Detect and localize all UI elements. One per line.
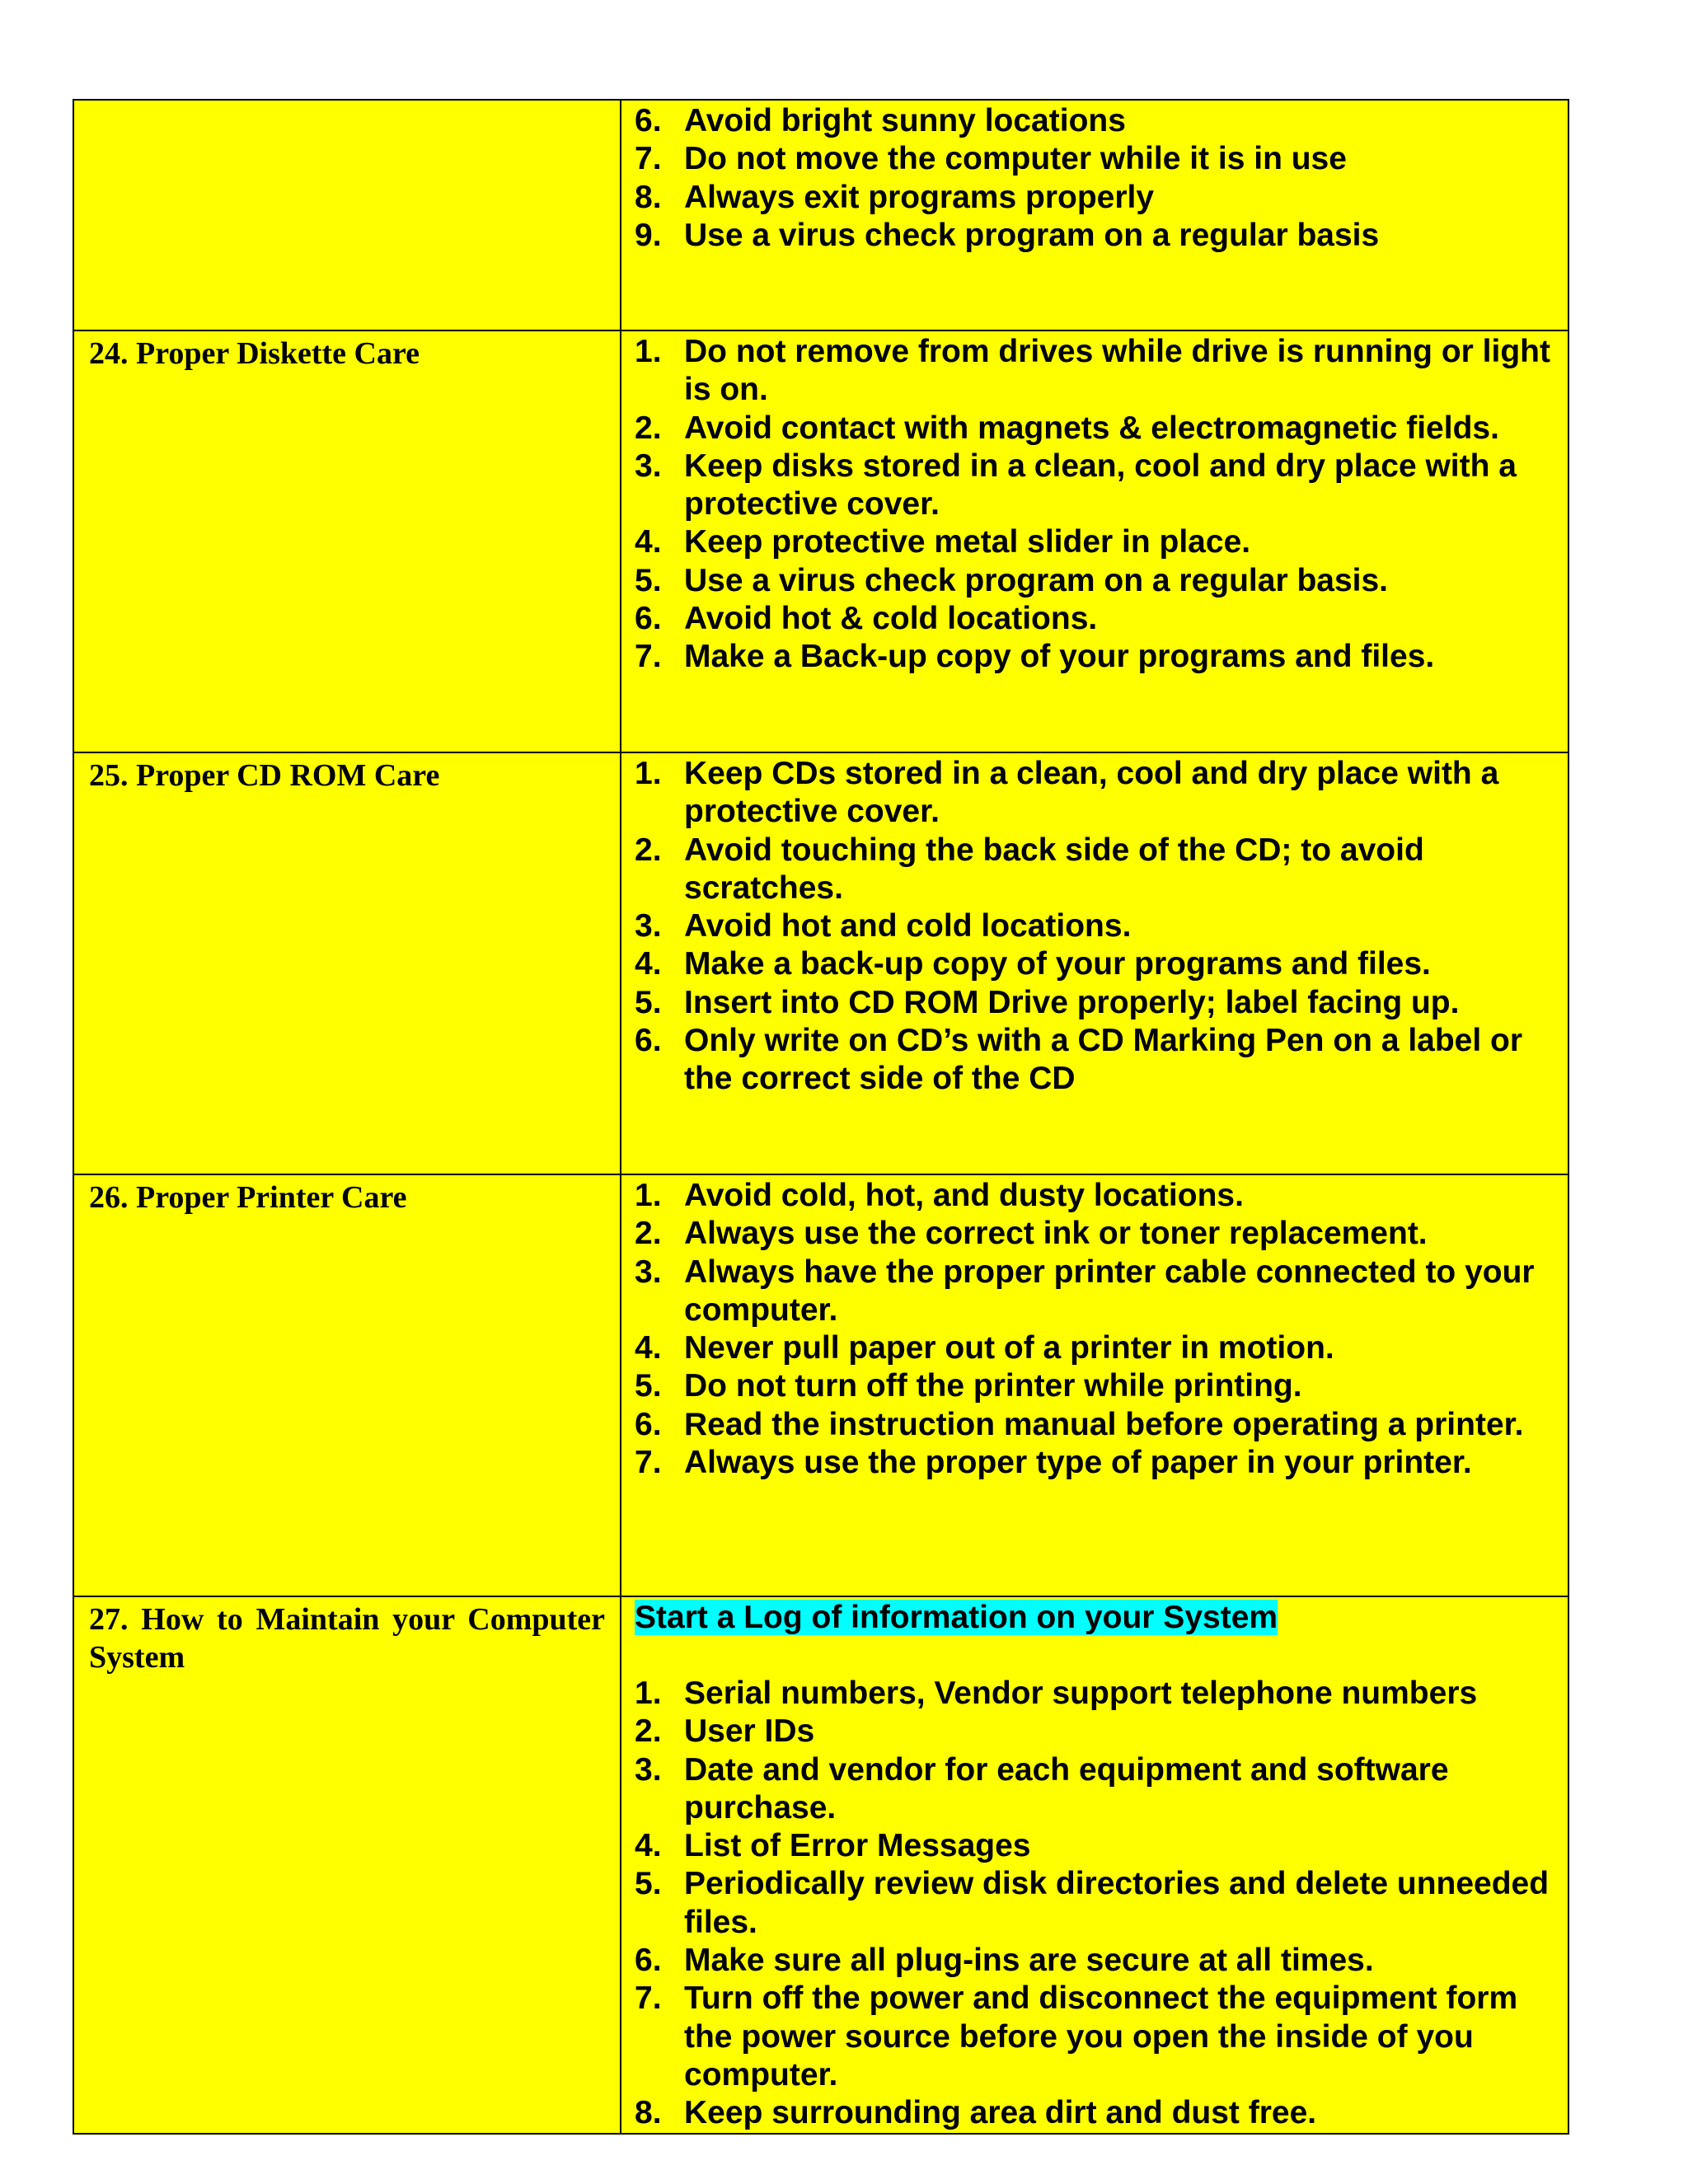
topic-title: 25. Proper CD ROM Care — [89, 758, 440, 793]
list-item: 8. Keep surrounding area dirt and dust free. — [635, 2095, 1317, 2131]
numbered-list — [621, 753, 1568, 1099]
list-item: 1. Avoid cold, hot, and dusty locations. — [635, 1178, 1244, 1213]
topic-cell — [73, 752, 621, 1174]
items-cell — [621, 100, 1568, 330]
topic-title: 27. How to Maintain your Computer System — [89, 1602, 605, 1675]
list-item: 3. Avoid hot and cold locations. — [635, 908, 1132, 944]
table-row — [73, 1174, 1568, 1596]
list-item: 6. Avoid bright sunny locations — [635, 103, 1126, 138]
topic-title: 26. Proper Printer Care — [89, 1180, 407, 1215]
numbered-list — [621, 331, 1568, 677]
topic-cell — [73, 100, 621, 330]
table-row — [73, 100, 1568, 330]
list-item: 2. Always use the correct ink or toner replacement. — [635, 1216, 1428, 1252]
list-item: 7. Do not move the computer while it is in use — [635, 141, 1347, 177]
list-item: 9. Use a virus check program on a regular basis — [635, 217, 1380, 253]
list-item: 5. Do not turn off the printer while printing. — [635, 1368, 1302, 1404]
list-item: 7. Always use the proper type of paper in your printer. — [635, 1445, 1472, 1481]
care-table — [73, 99, 1569, 2135]
list-item: 7. Turn off the power and disconnect the equipment form the power source before you open the inside of you computer. — [635, 1980, 1518, 2093]
items-cell — [621, 1596, 1568, 2134]
log-heading-wrap — [621, 1597, 1568, 1637]
items-cell — [621, 1174, 1568, 1596]
table-row — [73, 752, 1568, 1174]
list-item: 3. Keep disks stored in a clean, cool and dry place with a protective cover. — [635, 448, 1517, 523]
list-item: 5. Use a virus check program on a regular basis. — [635, 562, 1389, 598]
list-item: 1. Keep CDs stored in a clean, cool and dry place with a protective cover. — [635, 756, 1499, 830]
topic-cell — [73, 1596, 621, 2134]
list-item: 4. Make a back-up copy of your programs and files. — [635, 946, 1431, 982]
list-item: 6. Only write on CD’s with a CD Marking Pen on a label or the correct side of the CD — [635, 1023, 1523, 1097]
list-item: 4. Never pull paper out of a printer in motion. — [635, 1330, 1334, 1366]
list-item: 1. Serial numbers, Vendor support telephone numbers — [635, 1675, 1478, 1711]
topic-cell — [73, 330, 621, 752]
numbered-list — [621, 1675, 1568, 2133]
list-item: 2. Avoid contact with magnets & electromagnetic fields. — [635, 410, 1499, 446]
topic-cell — [73, 1174, 621, 1596]
topic-title: 24. Proper Diskette Care — [89, 336, 420, 371]
list-item: 6. Make sure all plug-ins are secure at all times. — [635, 1943, 1374, 1979]
list-item: 4. Keep protective metal slider in place. — [635, 524, 1251, 560]
table-row — [73, 1596, 1568, 2134]
list-item: 5. Periodically review disk directories and delete unneeded files. — [635, 1866, 1550, 1940]
list-item: 4. List of Error Messages — [635, 1828, 1031, 1864]
list-item: 5. Insert into CD ROM Drive properly; label facing up. — [635, 984, 1460, 1020]
items-cell — [621, 330, 1568, 752]
log-heading: Start a Log of information on your System — [635, 1600, 1278, 1635]
list-item: 1. Do not remove from drives while drive is running or light is on. — [635, 334, 1550, 408]
list-item: 6. Avoid hot & cold locations. — [635, 601, 1098, 637]
numbered-list — [621, 1175, 1568, 1482]
list-item: 2. User IDs — [635, 1713, 815, 1750]
table-row — [73, 330, 1568, 752]
list-item: 8. Always exit programs properly — [635, 179, 1155, 215]
list-item: 7. Make a Back-up copy of your programs and files. — [635, 639, 1435, 675]
list-item: 3. Date and vendor for each equipment and software purchase. — [635, 1751, 1449, 1825]
topic-title — [74, 101, 620, 104]
list-item: 2. Avoid touching the back side of the CD; to avoid scratches. — [635, 832, 1424, 906]
spacer — [621, 1637, 1568, 1675]
list-item: 6. Read the instruction manual before operating a printer. — [635, 1406, 1524, 1442]
list-item: 3. Always have the proper printer cable connected to your computer. — [635, 1254, 1535, 1328]
items-cell — [621, 752, 1568, 1174]
numbered-list — [621, 101, 1568, 255]
